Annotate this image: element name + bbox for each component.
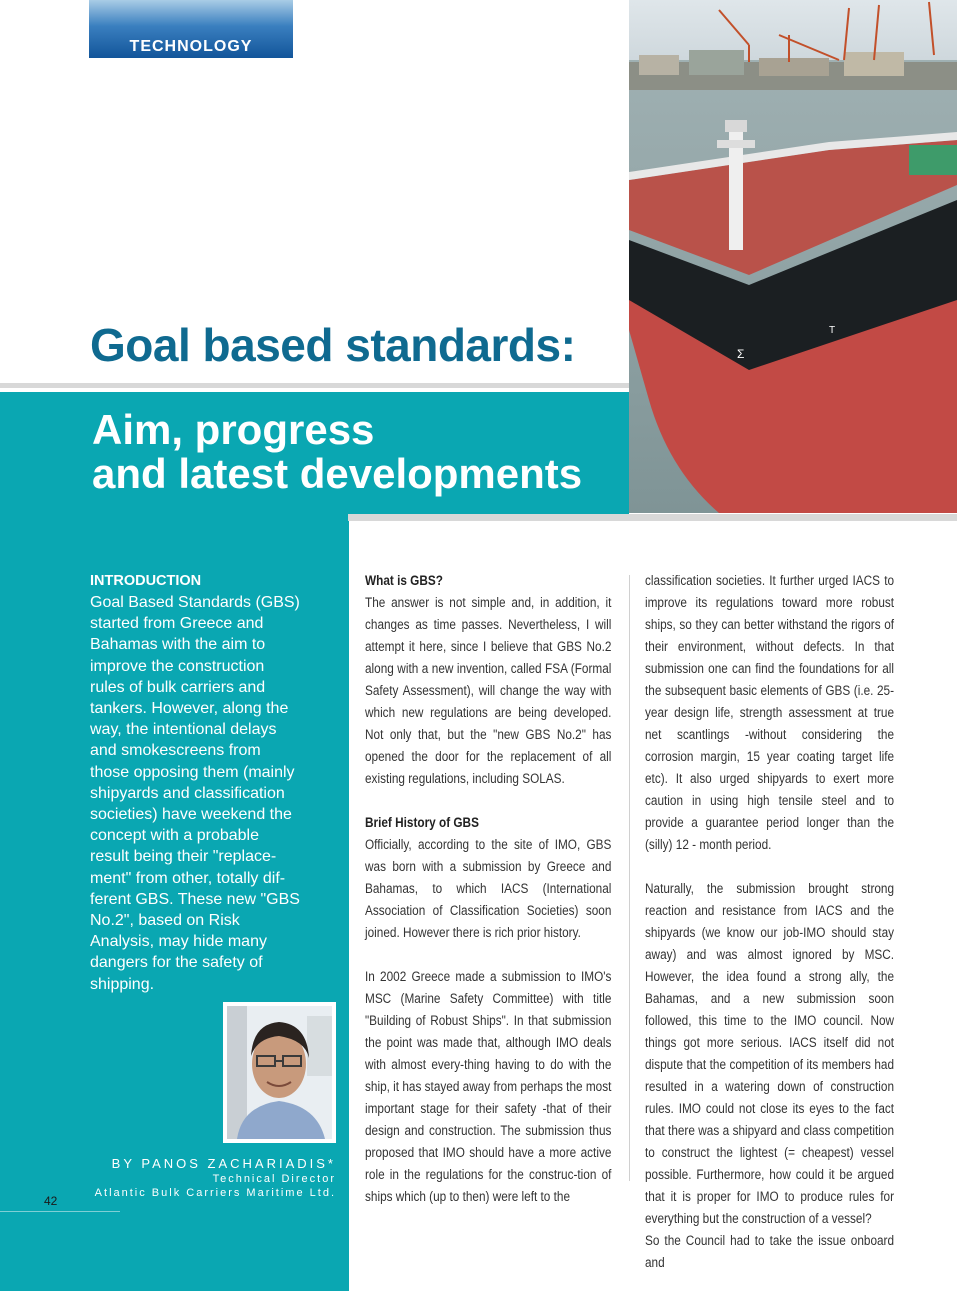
ship-photo [629, 0, 957, 513]
svg-text:Σ: Σ [737, 347, 745, 361]
author-photo [223, 1002, 336, 1143]
paragraph: Officially, according to the site of IMO, GBS was born with a submission by Greece and Bahamas, to which IACS (International Association of Classification Societies) soon joined. However there is rich prior history. [365, 837, 612, 940]
page-number: 42 [44, 1194, 58, 1208]
author-byline: BY PANOS ZACHARIADIS* [111, 1156, 336, 1171]
article-title: Goal based standards: [90, 319, 576, 371]
svg-text:T: T [829, 325, 836, 336]
author-role: Technical Director [212, 1173, 336, 1185]
page-number-rule [0, 1211, 120, 1212]
column-divider [629, 575, 630, 1181]
section-heading-what-is-gbs: What is GBS? [365, 573, 443, 588]
intro-body: Goal Based Standards (GBS) started from Greece and Bahamas with the aim to improve the construction rules of bulk carriers and tankers. However, along the way, the intentional delays and smokescreens from those opposing them (mainly shipyards and classification societies) have weekend the concept with a probable result being their "replace- ment" from other, totally dif- ferent GBS. These new "GBS No.2", based on Risk Analysis, may hide many dangers for the safety of shipping. [90, 594, 300, 993]
subtitle-divider [348, 514, 957, 521]
paragraph: Naturally, the submission brought strong reaction and resistance from IACS and the shipyards (we know our job-IMO should stay away) and was almost ignored by MSC. However, the idea found a strong ally, the Bahamas, and a new submission soon followed, this time to the IMO council. Now things got more serious. IACS itself did not dispute that the competition of its members had resulted in a watering down of construction rules. IMO could not close its eyes to the fact that there was a shipyard and class competition to construct the lightest (= cheapest) vessel possible. Furthermore, how could it be argued that it is proper for IMO to produce rules for everything but the construction of a vessel? [645, 881, 895, 1226]
intro-heading: INTRODUCTION [90, 573, 202, 589]
title-divider [0, 383, 629, 388]
paragraph: The answer is not simple and, in addition, it changes as time passes. Nevertheless, I will attempt it here, since I believe that GBS No.2 along with a new invention, called FSA (Formal Safety Assessment), will change the way with which new regulations are being developed. Not only that, but the "new GBS No.2" has opened the door for the replacement of all existing regulations, including SOLAS. [365, 595, 612, 786]
section-tab [89, 0, 293, 58]
article-column-2 [365, 570, 645, 1208]
paragraph: So the Council had to take the issue onboard and [645, 1233, 895, 1270]
author-company: Atlantic Bulk Carriers Maritime Ltd. [94, 1187, 336, 1199]
article-column-3 [645, 570, 928, 1274]
section-heading-brief-history: Brief History of GBS [365, 815, 479, 830]
section-label: TECHNOLOGY [129, 38, 253, 55]
paragraph: classification societies. It further urged IACS to improve its regulations toward more robust ships, so they can better withstand the rigors of their environment, without defects. In that submission one can find the foundations for all the subsequent basic elements of GBS (i.e. 25-year design life, strength assessment at true net scantlings -without considering the corrosion margin, 15 year coating target life etc). It also urged shipyards to exert more caution in using high tensile steel and to provide a guarantee period longer than the (silly) 12 - month period. [645, 573, 895, 852]
article-subtitle: Aim, progress and latest developments [92, 406, 583, 497]
paragraph: In 2002 Greece made a submission to IMO's MSC (Marine Safety Committee) with title "Building of Robust Ships". In that submission the point was made that, although IMO deals with almost every-thing having to do with the ship, it has stayed away from perhaps the most important stage for their safety -that of their design and construction. The submission thus proposed that IMO should have a more active role in the regulations for the construc-tion of ships which (up to then) were left to the [365, 969, 612, 1204]
